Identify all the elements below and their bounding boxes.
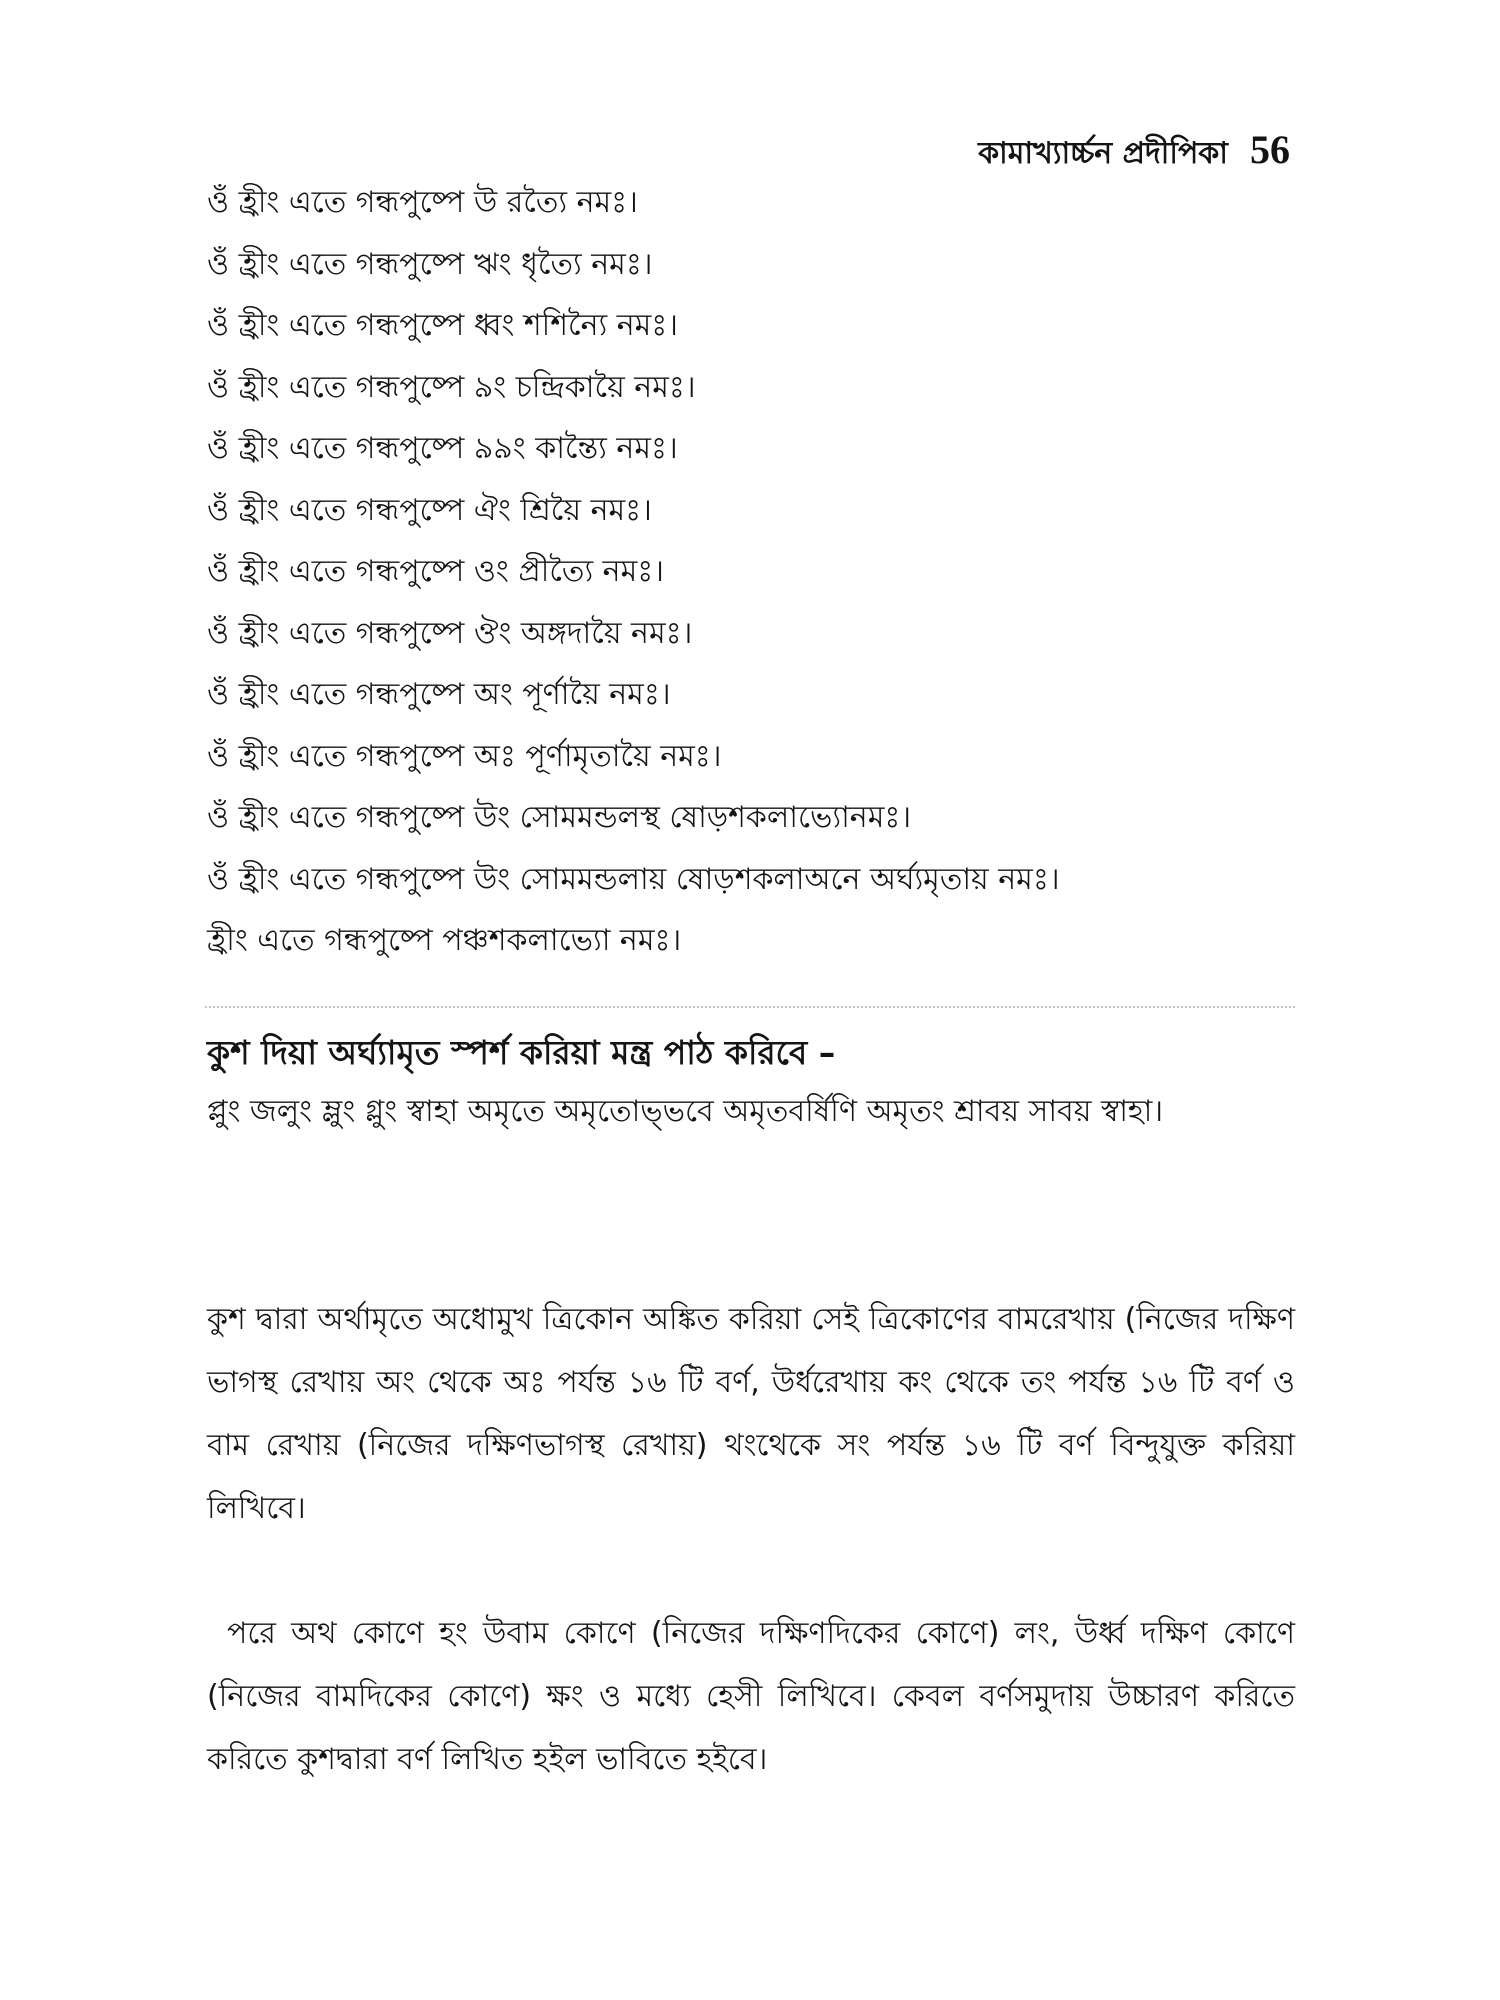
mantra-line: ওঁ হ্রীং এতে গন্ধপুষ্পে ধ্বং শশিন্যৈ নমঃ। (207, 308, 679, 343)
book-title: কামাখ্যার্চ্চন প্রদীপিকা (978, 136, 1228, 171)
section-divider (205, 1006, 1295, 1008)
section-heading: কুশ দিয়া অর্ঘ্যামৃত স্পর্শ করিয়া মন্ত্র পাঠ করিবে – (207, 1033, 836, 1072)
mantra-line: ওঁ হ্রীং এতে গন্ধপুষ্পে ৯ং চন্দ্রিকায়ৈ নমঃ। (207, 369, 696, 405)
mantra-line: ওঁ হ্রীং এতে গন্ধপুষ্পে ওং প্রীত্যৈ নমঃ। (207, 554, 664, 589)
instruction-paragraph: পরে অথ কোণে হং উবাম কোণে (নিজের দক্ষিণদিকের কোণে) লং, উর্ধ্ব দক্ষিণ কোণে (নিজের বামদিকের কোণে) ক্ষং ও মধ্যে হেসী লিখিবে। কেবল বর্ণসমুদায় উচ্চারণ করিতে করিতে কুশদ্বারা বর্ণ লিখিত হইল ভাবিতে হইবে। (207, 1616, 1295, 1777)
page-number: 56 (1250, 127, 1290, 172)
mantra-line: ওঁ হ্রীং এতে গন্ধপুষ্পে ঔং অঙ্গদায়ৈ নমঃ। (207, 615, 693, 651)
mantra-line: ওঁ হ্রীং এতে গন্ধপুষ্পে উং সোমমন্ডলস্থ ষোড়শকলাভ্যোনমঃ। (207, 800, 912, 835)
mantra-line: ওঁ হ্রীং এতে গন্ধপুষ্পে উ রত্যৈ নমঃ। (207, 185, 638, 220)
mantra-line: হ্রীং এতে গন্ধপুষ্পে পঞ্চশকলাভ্যো নমঃ। (207, 923, 682, 958)
mantra-paragraph: প্লুং জলুং ম্লুং গ্লুং স্বাহা অমৃতে অমৃতোভ্ভবে অমৃতবর্ষিণি অমৃতং শ্রাবয় সাবয় স্বাহা। (207, 1094, 1164, 1129)
mantra-line: ওঁ হ্রীং এতে গন্ধপুষ্পে ঐং শ্রিয়ৈ নমঃ। (207, 492, 652, 528)
mantra-list (207, 172, 1307, 972)
mantra-line: ওঁ হ্রীং এতে গন্ধপুষ্পে ৯৯ং কান্ত্যৈ নমঃ। (207, 431, 678, 466)
instruction-paragraph: কুশ দ্বারা অর্থামৃতে অধোমুখ ত্রিকোন অঙ্কিত করিয়া সেই ত্রিকোণের বামরেখায় (নিজের দক্ষিণ ভাগস্থ রেখায় অং থেকে অঃ পর্যন্ত ১৬ টি বর্ণ, উর্ধরেখায় কং থেকে তং পর্যন্ত ১৬ টি বর্ণ ও বাম রেখায় (নিজের দক্ষিণভাগস্থ রেখায়) থংথেকে সং পর্যন্ত ১৬ টি বর্ণ বিন্দুযুক্ত করিয়া লিখিবে। (207, 1302, 1295, 1526)
mantra-line: ওঁ হ্রীং এতে গন্ধপুষ্পে উং সোমমন্ডলায় ষোড়শকলাঅনে অর্ঘ্যমৃতায় নমঃ। (207, 861, 1060, 897)
mantra-line: ওঁ হ্রীং এতে গন্ধপুষ্পে ঋং ধৃত্যৈ নমঃ। (207, 246, 653, 282)
mantra-line: ওঁ হ্রীং এতে গন্ধপুষ্পে অঃ পূর্ণামৃতায়ৈ নমঃ। (207, 738, 722, 774)
mantra-line: ওঁ হ্রীং এতে গন্ধপুষ্পে অং পূর্ণায়ৈ নমঃ। (207, 677, 671, 712)
